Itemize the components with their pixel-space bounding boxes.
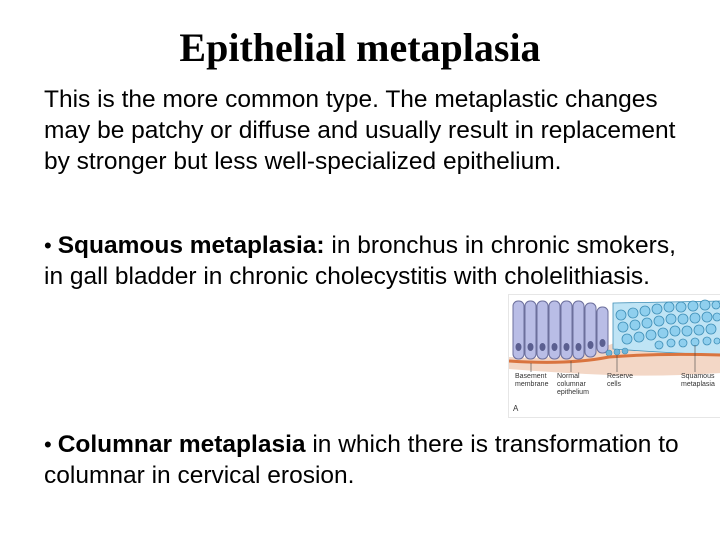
bullet-columnar-metaplasia <box>44 429 684 491</box>
metaplasia-illustration <box>509 295 720 417</box>
metaplasia-figure <box>508 294 720 418</box>
label-reserve-cells: Reserve cells <box>607 373 634 388</box>
bullet-text: in bronchus in chronic smokers, in gall bladder in chronic cholecystitis with cholelithiasis. <box>44 232 676 290</box>
label-squamous-metaplasia: Squamous metaplasia <box>681 373 715 388</box>
columnar-cells <box>513 301 608 359</box>
squamous-cells <box>613 300 720 355</box>
bullet-squamous-metaplasia <box>44 230 684 292</box>
bullet-dot-icon: • <box>44 233 52 258</box>
bullet-text: in which there is transformation to columnar in cervical erosion. <box>44 431 679 489</box>
label-normal-epithelium: Normal columnar epithelium <box>557 373 589 396</box>
intro-paragraph: This is the more common type. The metaplastic changes may be patchy or diffuse and usually result in replacement by stronger but less well-specialized epithelium. <box>44 86 676 175</box>
figure-panel-letter: A <box>513 404 519 413</box>
label-basement-membrane: Basement membrane <box>515 373 549 388</box>
bullet-dot-icon: • <box>44 432 52 457</box>
bullet-heading: Columnar metaplasia <box>57 431 306 458</box>
slide-title: Epithelial metaplasia <box>179 25 541 70</box>
bullet-heading: Squamous metaplasia: <box>57 232 325 259</box>
